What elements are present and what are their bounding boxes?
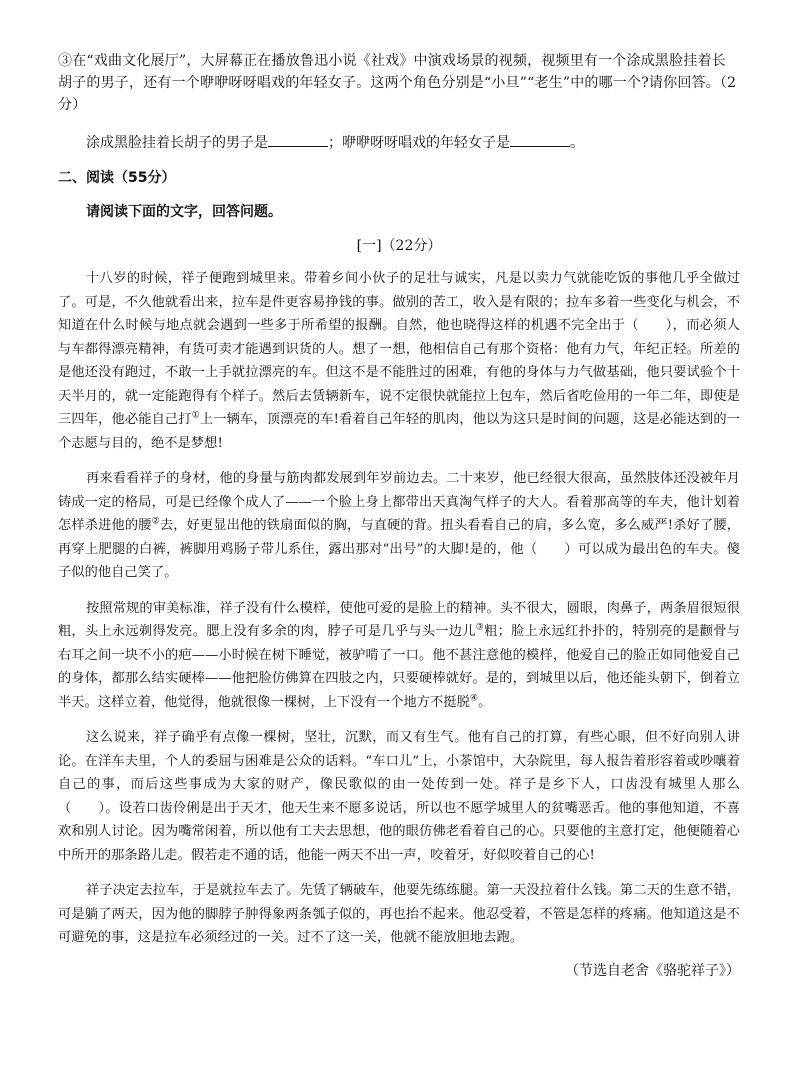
answer-prompt-2: ；咿咿呀呀唱戏的年轻女子是 [328, 135, 510, 151]
question-3-score: （2分） [58, 75, 737, 113]
paragraph-3-text-c: 。 [478, 694, 492, 710]
footnote-marker-1: ① [191, 410, 200, 421]
footnote-marker-2: ② [151, 516, 160, 527]
answer-prompt-1: 涂成黑脸挂着长胡子的男子是 [86, 135, 268, 151]
paragraph-1-text-a: 十八岁的时候，祥子便跑到城里来。带着乡间小伙子的足壮与诚实，凡是以卖力气就能吃饭的事他几乎全做过了。可是，不久他就看出来，拉车是件更容易挣钱的事。做别的苦工，收入是有限的；拉车多着一些变化与机会，不知道在什么时候与地点就会遇到一些多于所希望的报酬。自然，他也晓得这样的机遇不完全出于（ ），而必须人与车都得漂亮精神，有货可卖才能遇到识货的人。想了一想，他相信自己有那个资格：他有力气，年纪正轻。所差的是他还没有跑过，不敢一上手就拉漂亮的车。但这不是不能胜过的困难，有他的身体与力气做基础，他只要试验个十天半月的，就一定能跑得有个样子。然后去赁辆新车，说不定很快就能拉上包车，然后省吃俭用的一年二年，即使是三四年，他必能自己打 [58, 271, 740, 427]
paragraph-4: 这么说来，祥子确乎有点像一棵树，坚壮，沉默，而又有生气。他有自己的打算，有些心眼，但不好向别人讲论。在洋车夫里，个人的委屈与困难是公众的话料。“车口儿”上，小茶馆中，大杂院里，每人报告着形容着或吵嚷着自己的事，而后这些事成为大家的财产，像民歌似的由一处传到一处。祥子是乡下人，口齿没有城里人那么（ ）。设若口齿伶俐是出于天才，他天生来不愿多说话，所以也不愿学城里人的贫嘴恶舌。他的事他知道，不喜欢和别人讨论。因为嘴常闲着，所以他有工夫去思想，他的眼仿佛老看着自己的心。只要他的主意打定，他便随着心中所开的那条路儿走。假若走不通的话，他能一两天不出一声，咬着牙，好似咬着自己的心! [58, 730, 740, 863]
paragraph-2-text-a: 再来看看祥子的身材，他的身量与筋肉都发展到年岁前边去。二十来岁，他已经很大很高，虽然肢体还没被年月铸成一定的格局，可是已经像个成人了——一个脸上身上都带出天真淘气样子的大人。看着那高等的车夫，他计划着怎样杀进他的腰 [58, 471, 740, 533]
paragraph-3-text-a: 按照常规的审美标准，祥子没有什么模样，使他可爱的是脸上的精神。头不很大，圆眼，肉鼻子，两条眉很短很粗，头上永远剃得发亮。腮上没有多余的肉，脖子可是几乎与头一边儿 [58, 600, 740, 639]
answer-end: 。 [570, 135, 584, 151]
footnote-marker-3: ③ [475, 622, 485, 633]
paragraph-1 [58, 267, 740, 455]
paragraph-2-text-b: 去，好更显出他的铁扇面似的胸，与直硬的背。扭头看看自己的肩，多么宽，多么威严!杀好了腰，再穿上肥腿的白裤，裤脚用鸡肠子带儿系住，露出那对“出号”的大脚!是的，他（ ）可以成为最出色的车夫。傻子似的他自己笑了。 [58, 518, 740, 580]
answer-blank-1[interactable] [268, 132, 328, 147]
question-3 [58, 50, 740, 116]
answer-blank-2[interactable] [510, 132, 570, 147]
footnote-marker-4: ④ [469, 693, 479, 704]
paragraph-3 [58, 597, 740, 715]
passage-title: [一]（22分） [356, 238, 442, 254]
answer-line [58, 132, 740, 154]
reading-instruction: 请阅读下面的文字，回答问题。 [86, 204, 282, 220]
paragraph-1-text-b: 上一辆车，顶漂亮的车!看着自己年轻的肌肉，他以为这只是时间的问题，这是必能达到的一个志愿与目的，绝不是梦想! [58, 412, 740, 451]
source-citation: （节选自老舍《骆驼祥子》） [565, 962, 740, 979]
section-heading: 二、阅读（55分） [58, 170, 176, 186]
paragraph-2 [58, 467, 740, 585]
paragraph-3-text-b: 粗；脸上永远红扑扑的，特别亮的是颧骨与右耳之间一块不小的疤——小时候在树下睡觉，被驴啃了一口。他不甚注意他的模样，他爱自己的脸正如同他爱自己的身体，都那么结实硬棒——他把脸仿佛算在四肢之内，只要硬棒就好。是的，到城里以后，他还能头朝下，倒着立半天。这样立着，他觉得，他就很像一棵树，上下没有一个地方不挺脱 [58, 624, 740, 710]
question-3-text: ③在“戏曲文化展厅”，大屏幕正在播放鲁迅小说《社戏》中演戏场景的视频，视频里有一个涂成黑脸挂着长胡子的男子，还有一个咿咿呀呀唱戏的年轻女子。这两个角色分别是“小旦”“老生”中的哪一个?请你回答。 [58, 53, 726, 91]
paragraph-5: 祥子决定去拉车，于是就拉车去了。先赁了辆破车，他要先练练腿。第一天没拉着什么钱。第二天的生意不错，可是躺了两天，因为他的脚脖子肿得象两条瓠子似的，再也抬不起来。他忍受着，不管是怎样的疼痛。他知道这是不可避免的事，这是拉车必须经过的一关。过不了这一关，他就不能放胆地去跑。 [58, 883, 740, 945]
